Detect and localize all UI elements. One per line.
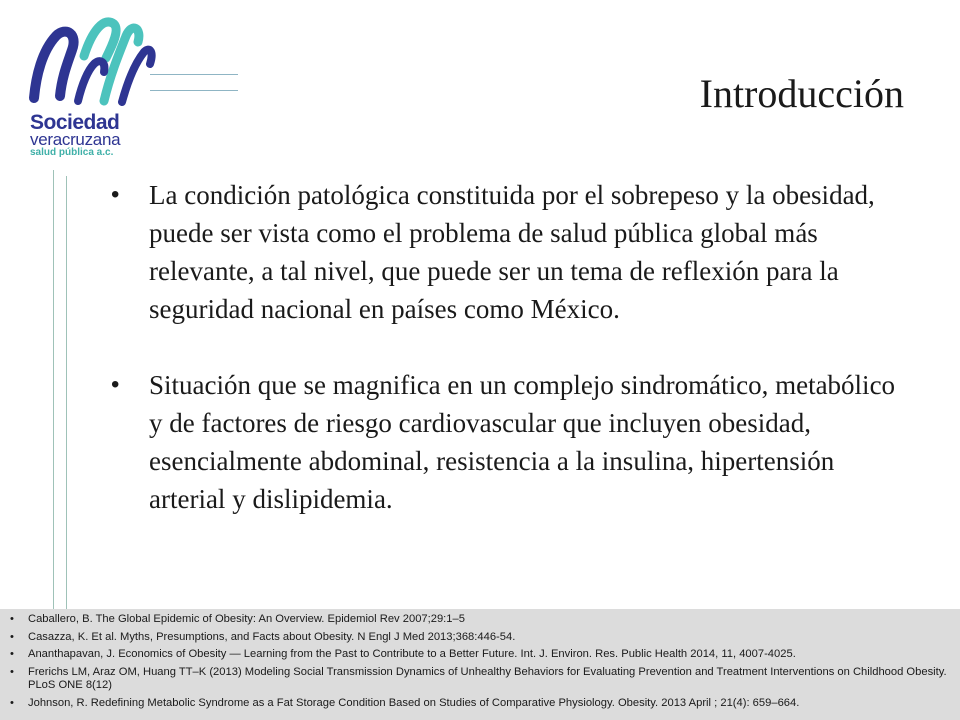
logo-subname: veracruzana [30,130,121,149]
references-box [0,609,960,720]
bullet-item [105,366,905,518]
bullet-text: Situación que se magnifica en un complejo sindromático, metabólico y de factores de riesgo cardiovascular que incluyen obesidad, esencialmente abdominal, resistencia a la insulina, hipertensión arterial y dislipidemia. [149,370,896,514]
bullet-text: La condición patológica constituida por el sobrepeso y la obesidad, puede ser vista como el problema de salud pública global más relevante, a tal nivel, que puede ser un tema de reflexión para la seguridad nacional en países como México. [149,180,875,324]
reference-item: • Casazza, K. Et al. Myths, Presumptions, and Facts about Obesity. N Engl J Med 2013;368:446-54. [8,631,950,645]
reference-item: • Frerichs LM, Araz OM, Huang TT–K (2013) Modeling Social Transmission Dynamics of Unhealthy Behaviors for Evaluating Prevention and Treatment Interventions on Childhood Obesity. PLoS ONE 8(12) [8,666,950,693]
reference-item: • Johnson, R. Redefining Metabolic Syndrome as a Fat Storage Condition Based on Studies of Comparative Physiology. Obesity. 2013 April ; 21(4): 659–664. [8,697,950,711]
bullet-list [105,176,905,556]
logo-tagline: salud pública a.c. [30,147,114,158]
reference-list [8,613,950,710]
reference-item: • Caballero, B. The Global Epidemic of Obesity: An Overview. Epidemiol Rev 2007;29:1–5 [8,613,950,627]
logo-name: Sociedad [30,111,120,134]
bullet-marker: • [111,181,120,208]
logo-swirl-icon [22,6,172,116]
bullet-item [105,176,905,328]
reference-item: • Ananthapavan, J. Economics of Obesity — Learning from the Past to Contribute to a Better Future. Int. J. Environ. Res. Public Health 2014, 11, 4007-4025. [8,648,950,662]
logo-text [30,112,180,158]
slide-title: Introducción [699,71,904,116]
decor-hline-1 [150,74,238,75]
decor-hline-2 [150,90,238,91]
bullet-marker: • [111,371,120,398]
